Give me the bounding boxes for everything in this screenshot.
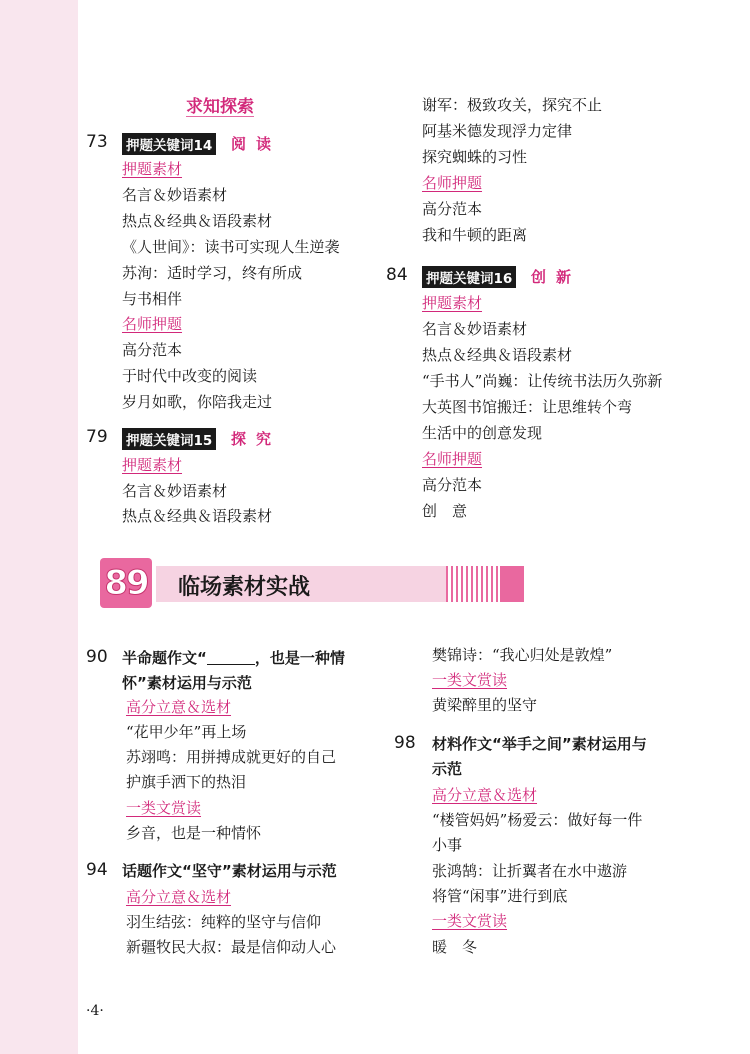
toc-item[interactable]: 热点＆经典＆语段素材 xyxy=(122,212,273,230)
toc-title-98[interactable]: 材料作文“举手之间”素材运用与 xyxy=(432,735,647,753)
toc-item[interactable]: 押题素材 xyxy=(422,294,483,312)
toc-title-90[interactable] xyxy=(122,647,345,668)
toc-item[interactable]: 黄梁醉里的坚守 xyxy=(432,696,538,714)
toc-item[interactable]: 名师押题 xyxy=(422,450,483,468)
page-ref-73: 73 xyxy=(86,132,108,152)
fill-blank xyxy=(207,664,255,665)
toc-item[interactable]: 名言＆妙语素材 xyxy=(122,482,228,500)
toc-item[interactable]: “楼管妈妈”杨爱云：做好每一件 xyxy=(432,811,643,829)
toc-item[interactable]: 于时代中改变的阅读 xyxy=(122,367,258,385)
toc-item[interactable]: 《人世间》：读书可实现人生逆袭 xyxy=(122,238,340,256)
toc-item[interactable]: 名言＆妙语素材 xyxy=(422,320,528,338)
toc-item[interactable]: 热点＆经典＆语段素材 xyxy=(422,346,573,364)
banner-number-box xyxy=(100,558,152,608)
toc-item[interactable]: 押题素材 xyxy=(122,160,183,178)
toc-item[interactable]: 大英图书馆搬迁：让思维转个弯 xyxy=(422,398,633,416)
toc-item[interactable]: 羽生结弦：纯粹的坚守与信仰 xyxy=(126,913,322,931)
section-heading: 求知探索 xyxy=(186,97,254,117)
toc-item[interactable]: 创 意 xyxy=(422,502,468,520)
toc-item[interactable]: 暖 冬 xyxy=(432,938,478,956)
banner-title: 临场素材实战 xyxy=(178,574,311,600)
keyword-topic-reading: 阅读 xyxy=(231,135,282,153)
toc-item[interactable]: 岁月如歌，你陪我走过 xyxy=(122,393,273,411)
toc-item[interactable]: 阿基米德发现浮力定律 xyxy=(422,122,573,140)
toc-title-90-part-a: 半命题作文“ xyxy=(122,649,207,667)
page-ref-90: 90 xyxy=(86,647,108,667)
toc-item[interactable]: 一类文赏读 xyxy=(126,799,202,817)
toc-item[interactable]: 高分立意＆选材 xyxy=(126,698,232,716)
toc-item[interactable]: 樊锦诗：“我心归处是敦煌” xyxy=(432,646,613,664)
toc-item[interactable]: 高分范本 xyxy=(422,476,483,494)
toc-item[interactable]: 一类文赏读 xyxy=(432,671,508,689)
toc-title-94[interactable]: 话题作文“坚守”素材运用与示范 xyxy=(122,862,337,880)
toc-item[interactable]: 押题素材 xyxy=(122,456,183,474)
toc-item[interactable]: 高分立意＆选材 xyxy=(126,888,232,906)
toc-item[interactable]: 乡音，也是一种情怀 xyxy=(126,824,262,842)
toc-item[interactable]: 探究蜘蛛的习性 xyxy=(422,148,528,166)
toc-item[interactable]: 张鸿鹄：让折翼者在水中遨游 xyxy=(432,862,628,880)
toc-item[interactable]: 名言＆妙语素材 xyxy=(122,186,228,204)
toc-item[interactable]: 新疆牧民大叔：最是信仰动人心 xyxy=(126,938,337,956)
toc-title-98-cont[interactable]: 示范 xyxy=(432,760,463,778)
left-margin-strip xyxy=(0,0,78,1054)
keyword-badge-14: 押题关键词14 xyxy=(122,133,216,155)
keyword-topic-innovation: 创新 xyxy=(531,268,582,286)
page-ref-94: 94 xyxy=(86,860,108,880)
page-ref-98: 98 xyxy=(394,733,416,753)
section-banner xyxy=(100,558,525,608)
page-number: ·4· xyxy=(86,1003,104,1019)
toc-item[interactable]: 苏洵：适时学习，终有所成 xyxy=(122,264,303,282)
keyword-topic-explore: 探究 xyxy=(231,430,282,448)
toc-title-90-cont[interactable]: 怀”素材运用与示范 xyxy=(122,674,252,692)
banner-stripes-end xyxy=(500,566,524,602)
toc-item[interactable]: 我和牛顿的距离 xyxy=(422,226,528,244)
toc-item[interactable]: 高分范本 xyxy=(422,200,483,218)
toc-item[interactable]: 热点＆经典＆语段素材 xyxy=(122,507,273,525)
toc-item[interactable]: 名师押题 xyxy=(422,174,483,192)
toc-item[interactable]: “手书人”尚巍：让传统书法历久弥新 xyxy=(422,372,663,390)
toc-item[interactable]: 护旗手洒下的热泪 xyxy=(126,773,247,791)
banner-number: 89 xyxy=(104,563,148,603)
toc-item[interactable]: 小事 xyxy=(432,836,463,854)
toc-item[interactable]: 苏翊鸣：用拼搏成就更好的自己 xyxy=(126,748,337,766)
toc-item[interactable]: 高分范本 xyxy=(122,341,183,359)
toc-title-90-part-b: ，也是一种情 xyxy=(254,649,345,667)
keyword-badge-16: 押题关键词16 xyxy=(422,266,516,288)
toc-item[interactable]: 将管“闲事”进行到底 xyxy=(432,887,568,905)
page-ref-79: 79 xyxy=(86,427,108,447)
page-ref-84: 84 xyxy=(386,265,408,285)
toc-item[interactable]: 谢军：极致攻关，探究不止 xyxy=(422,96,603,114)
keyword-badge-15: 押题关键词15 xyxy=(122,428,216,450)
toc-item[interactable]: 高分立意＆选材 xyxy=(432,786,538,804)
toc-item[interactable]: 名师押题 xyxy=(122,315,183,333)
toc-item[interactable]: “花甲少年”再上场 xyxy=(126,723,247,741)
toc-item[interactable]: 一类文赏读 xyxy=(432,912,508,930)
toc-item[interactable]: 与书相伴 xyxy=(122,290,183,308)
toc-item[interactable]: 生活中的创意发现 xyxy=(422,424,543,442)
